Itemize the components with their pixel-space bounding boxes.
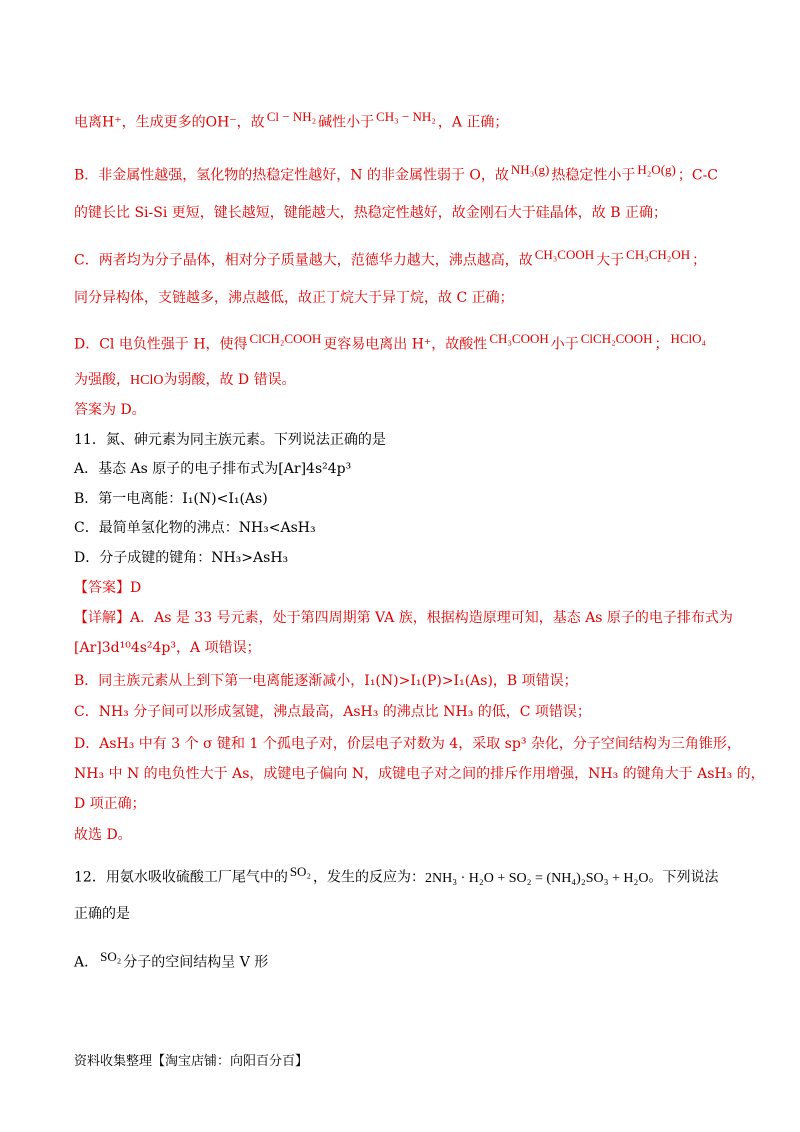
explanation-line-1: 电离H⁺，生成更多的OH⁻，故 Cl − NH₂ 碱性小于 CH₃ − NH₂ ，A 正确； (74, 109, 509, 131)
detail-line-4: C．NH₃ 分子间可以形成氢键，沸点最高，AsH₃ 的沸点比 NH₃ 的低，C 项错误； (74, 704, 591, 720)
question-11-option-b: B．第一电离能：I₁(N)<I₁(As) (74, 491, 268, 507)
reaction-equation: 2NH₃ · H₂O + SO₂ = (NH₄)₂SO₃ + H₂O (424, 870, 649, 886)
formula-ch3cooh: CH₃COOH (534, 247, 595, 262)
detail-line-5: D．AsH₃ 中有 3 个 σ 键和 1 个孤电子对，价层电子对数为 4，采取 sp³ 杂化，分子空间结构为三角锥形， (74, 736, 741, 752)
page-footer: 资料收集整理【淘宝店铺：向阳百分百】 (74, 1054, 309, 1069)
answer-label: 【答案】D (74, 580, 142, 596)
explanation-line-7: 为强酸，HClO为弱酸，故 D 错误。 (74, 370, 730, 391)
detail-line-6: NH₃ 中 N 的电负性大于 As，成键电子偏向 N，成键电子对之间的排斥作用增强，NH₃ 的键角大于 AsH₃ 的， (74, 766, 765, 782)
detail-line-8: 故选 D。 (74, 827, 132, 843)
detail-line-1: 【详解】A．As 是 33 号元素，处于第四周期第 VA 族，根据构造原理可知，基态 As 原子的电子排布式为 (74, 610, 733, 626)
detail-line-2: [Ar]3d¹⁰4s²4p³，A 项错误； (74, 640, 261, 656)
explanation-line-4: C．两者均为分子晶体，相对分子质量越大，范德华力越大，沸点越高，故 CH₃COOH 大于 CH₃CH₂OH ； (74, 247, 707, 269)
explanation-line-3: 的键长比 Si-Si 更短，键长越短，键能越大，热稳定性越好，故金刚石大于硅晶体，故 B 正确； (74, 205, 667, 221)
formula-ch3ch2oh: CH₃CH₂OH (626, 247, 691, 262)
formula-ch3-nh2: CH₃ − NH₂ (376, 109, 436, 124)
detail-line-7: D 项正确； (74, 796, 146, 812)
question-11-option-a: A．基态 As 原子的电子排布式为[Ar]4s²4p³ (74, 461, 352, 477)
explanation-line-2: B．非金属性越强，氢化物的热稳定性越好，N 的非金属性弱于 O，故 NH₃(g) 热稳定性小于 H₂O(g) ；C-C (74, 162, 719, 184)
question-12-stem: 12．用氨水吸收硫酸工厂尾气中的 SO₂ ，发生的反应为：2NH₃ · H₂O + SO₂ = (NH₄)₂SO₃ + H₂O。下列说法 (74, 862, 730, 889)
formula-so2-2: SO₂ (100, 949, 122, 964)
formula-so2: SO₂ (289, 864, 311, 879)
answer-summary: 答案为 D。 (74, 402, 146, 418)
question-11-stem: 11．氮、砷元素为同主族元素。下列说法正确的是 (74, 432, 386, 448)
detail-line-3: B．同主族元素从上到下第一电离能逐渐减小，I₁(N)>I₁(P)>I₁(As)，B 项错误； (74, 673, 578, 689)
formula-nh3-g: NH₃(g) (510, 162, 550, 177)
question-12-stem-cont: 正确的是 (74, 906, 130, 922)
formula-cl-nh2: Cl − NH₂ (266, 109, 317, 124)
formula-h2o-g: H₂O(g) (637, 162, 676, 177)
question-12-option-a: A． SO₂ 分子的空间结构呈 V 形 (74, 949, 269, 971)
question-11-option-c: C．最简单氢化物的沸点：NH₃<AsH₃ (74, 520, 316, 536)
question-11-option-d: D．分子成键的键角：NH₃>AsH₃ (74, 550, 289, 566)
explanation-line-6: D．Cl 电负性强于 H，使得 ClCH₂COOH 更容易电离出 H⁺，故酸性 CH₃COOH 小于 ClCH₂COOH ； HClO₄ (74, 331, 707, 353)
explanation-line-5: 同分异构体，支链越多，沸点越低，故正丁烷大于异丁烷，故 C 正确； (74, 290, 514, 306)
formula-hclo4: HClO₄ (670, 331, 707, 346)
formula-clch2cooh: ClCH₂COOH (249, 331, 322, 346)
formula-ch3cooh-2: CH₃COOH (489, 331, 549, 346)
formula-clch2cooh-2: ClCH₂COOH (580, 331, 653, 346)
formula-hclo: HClO (130, 373, 164, 388)
